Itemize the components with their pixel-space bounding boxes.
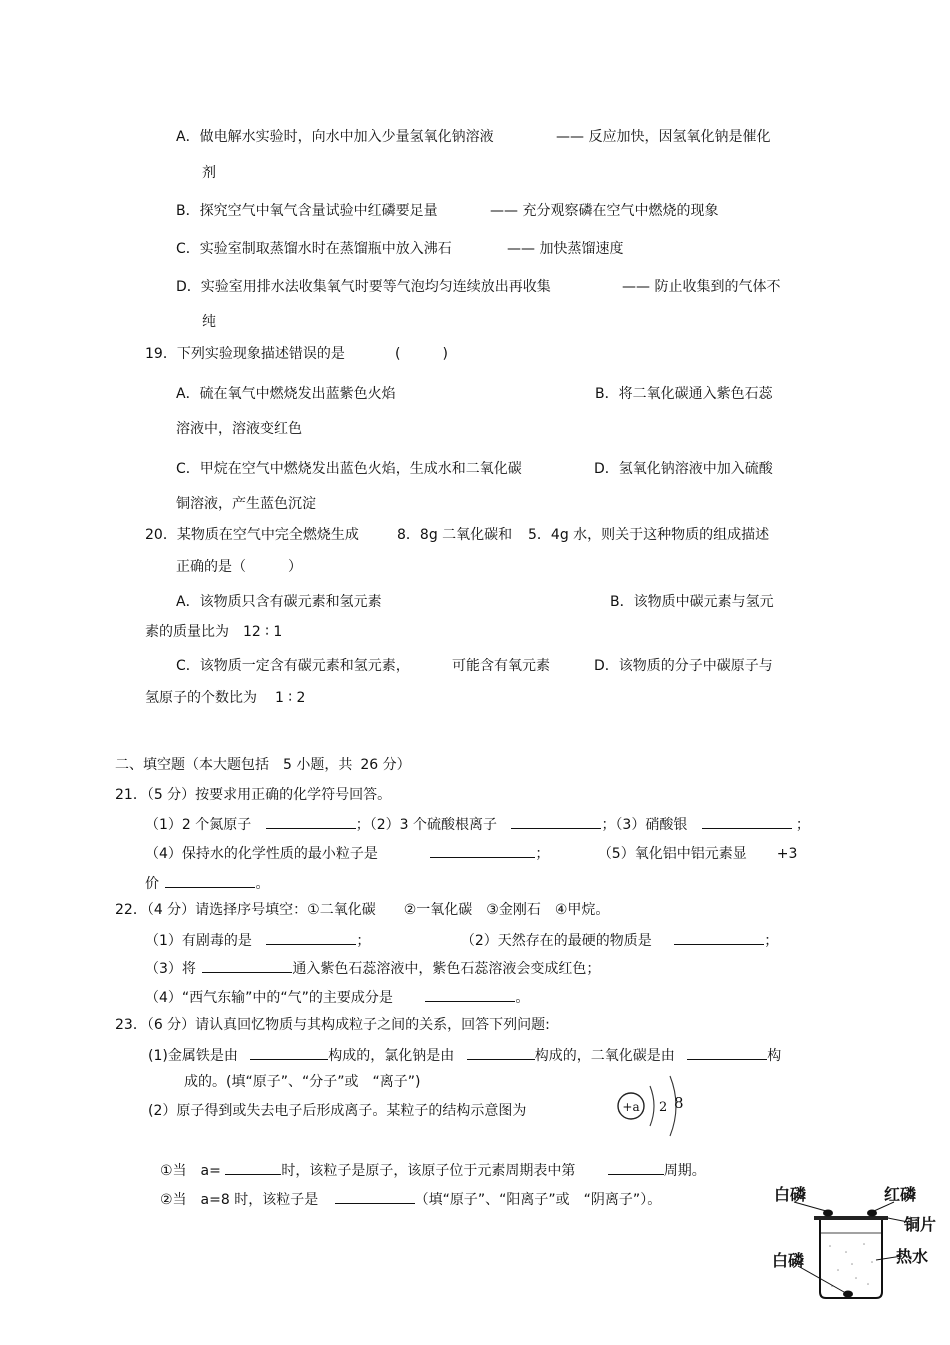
answer-blank[interactable]: [225, 1160, 281, 1175]
q20-stem: 20．某物质在空气中完全燃烧生成: [145, 527, 359, 543]
answer-blank[interactable]: [511, 814, 601, 829]
answer-blank[interactable]: [425, 987, 515, 1002]
q18-option-b-tail: —— 充分观察磷在空气中燃烧的现象: [490, 203, 719, 219]
answer-blank[interactable]: [702, 814, 792, 829]
q21-line-1: （1）2 个氮原子 ；（2）3 个硫酸根离子 ；（3）硝酸银 ；: [145, 814, 810, 834]
q18-option-c: C．实验室制取蒸馏水时在蒸馏瓶中放入沸石: [176, 241, 452, 257]
q21-line-2: （4）保持水的化学性质的最小粒子是 ； （5）氧化铝中铝元素显 +3: [145, 843, 797, 863]
copper-sheet: [814, 1216, 888, 1220]
answer-blank[interactable]: [250, 1045, 328, 1060]
q23-stem: 23．（6 分）请认真回忆物质与其构成粒子之间的关系，回答下列问题:: [115, 1017, 550, 1033]
q23-line-2: 成的。(填“原子”、“分子”或 “离子”): [184, 1074, 421, 1090]
white-phosphorus-underwater: [843, 1291, 853, 1298]
answer-blank[interactable]: [674, 930, 764, 945]
q19-option-a: A．硫在氧气中燃烧发出蓝紫色火焰: [176, 386, 396, 402]
shell-arc-1: [650, 1086, 654, 1126]
answer-blank[interactable]: [467, 1045, 535, 1060]
q18-option-a-cont: 剂: [202, 165, 216, 181]
q19-stem: 19．下列实验现象描述错误的是: [145, 346, 345, 362]
q23-sub-1: ①当 a= 时，该粒子是原子，该原子位于元素周期表中第 周期。: [160, 1160, 706, 1180]
shell-2-electrons: 8: [674, 1094, 684, 1112]
phosphorus-combustion-figure: [768, 1180, 938, 1302]
q18-option-a: A．做电解水实验时，向水中加入少量氢氧化钠溶液: [176, 129, 494, 145]
q19-option-d-cont: 铜溶液，产生蓝色沉淀: [176, 496, 316, 512]
ion-structure-diagram: [612, 1068, 692, 1140]
q20-option-c-cont: 可能含有氧元素: [452, 658, 550, 674]
q19-answer-paren: ( ): [395, 346, 448, 362]
q18-option-a-tail: —— 反应加快，因氢氧化钠是催化: [556, 129, 771, 145]
answer-blank[interactable]: [266, 814, 356, 829]
q22-stem: 22．（4 分）请选择序号填空：①二氧化碳 ②一氧化碳 ③金刚石 ④甲烷。: [115, 902, 610, 918]
answer-blank[interactable]: [687, 1045, 767, 1060]
q19-option-b: B．将二氧化碳通入紫色石蕊: [595, 386, 773, 402]
q23-line-1: (1)金属铁是由 构成的，氯化钠是由 构成的，二氧化碳是由 构: [148, 1045, 781, 1065]
nucleus-label: +a: [622, 1100, 640, 1114]
q23-line-3: (2）原子得到或失去电子后形成离子。某粒子的结构示意图为: [148, 1103, 527, 1119]
answer-blank[interactable]: [165, 873, 255, 888]
q20-option-d: D．该物质的分子中碳原子与: [594, 658, 773, 674]
q20-option-b: B．该物质中碳元素与氢元: [610, 594, 774, 610]
label-white-phosphorus-top: 白磷: [774, 1185, 807, 1204]
label-white-phosphorus-bottom: 白磷: [772, 1251, 805, 1270]
q20-stem-cont: 正确的是（ ）: [176, 559, 302, 575]
q22-line-1: （1）有剧毒的是 ； （2）天然存在的最硬的物质是 ；: [145, 930, 778, 950]
q18-option-c-tail: —— 加快蒸馏速度: [507, 241, 624, 257]
q18-option-d-cont: 纯: [202, 314, 216, 330]
q20-option-b-cont: 素的质量比为 12 ∶ 1: [145, 624, 283, 640]
q20-stem-water: 5．4g 水，则关于这种物质的组成描述: [528, 527, 770, 543]
label-copper-sheet: 铜片: [904, 1215, 937, 1234]
q20-option-a: A．该物质只含有碳元素和氢元素: [176, 594, 382, 610]
q23-sub-2: ②当 a=8 时，该粒子是 （填“原子”、“阳离子”或 “阴离子”）。: [160, 1189, 661, 1209]
q19-option-b-cont: 溶液中，溶液变红色: [176, 421, 302, 437]
label-red-phosphorus: 红磷: [884, 1185, 917, 1204]
q21-stem: 21．（5 分）按要求用正确的化学符号回答。: [115, 787, 392, 803]
label-hot-water: 热水: [896, 1247, 929, 1266]
answer-blank[interactable]: [266, 930, 356, 945]
answer-blank[interactable]: [430, 843, 535, 858]
q19-option-d: D．氢氧化钠溶液中加入硫酸: [594, 461, 773, 477]
q20-option-d-cont: 氢原子的个数比为 1 ∶ 2: [145, 690, 306, 706]
section-2-title: 二、填空题（本大题包括 5 小题，共 26 分）: [115, 757, 411, 773]
q22-line-2: （3）将 通入紫色石蕊溶液中，紫色石蕊溶液会变成红色；: [145, 958, 600, 978]
answer-blank[interactable]: [608, 1160, 664, 1175]
q18-option-d-tail: —— 防止收集到的气体不: [622, 279, 781, 295]
beaker: [820, 1220, 882, 1298]
q18-option-d: D．实验室用排水法收集氧气时要等气泡均匀连续放出再收集: [176, 279, 551, 295]
answer-blank[interactable]: [335, 1189, 415, 1204]
q20-option-c: C．该物质一定含有碳元素和氢元素，: [176, 658, 410, 674]
answer-blank[interactable]: [202, 958, 292, 973]
q21-line-3: 价 。: [145, 873, 269, 893]
q22-line-3: （4）“西气东输”中的“气”的主要成分是 。: [145, 987, 529, 1007]
q18-option-b: B．探究空气中氧气含量试验中红磷要足量: [176, 203, 438, 219]
q20-stem-co2: 8．8g 二氧化碳和: [397, 527, 513, 543]
q19-option-c: C．甲烷在空气中燃烧发出蓝色火焰，生成水和二氧化碳: [176, 461, 522, 477]
shell-1-electrons: 2: [659, 1100, 668, 1115]
